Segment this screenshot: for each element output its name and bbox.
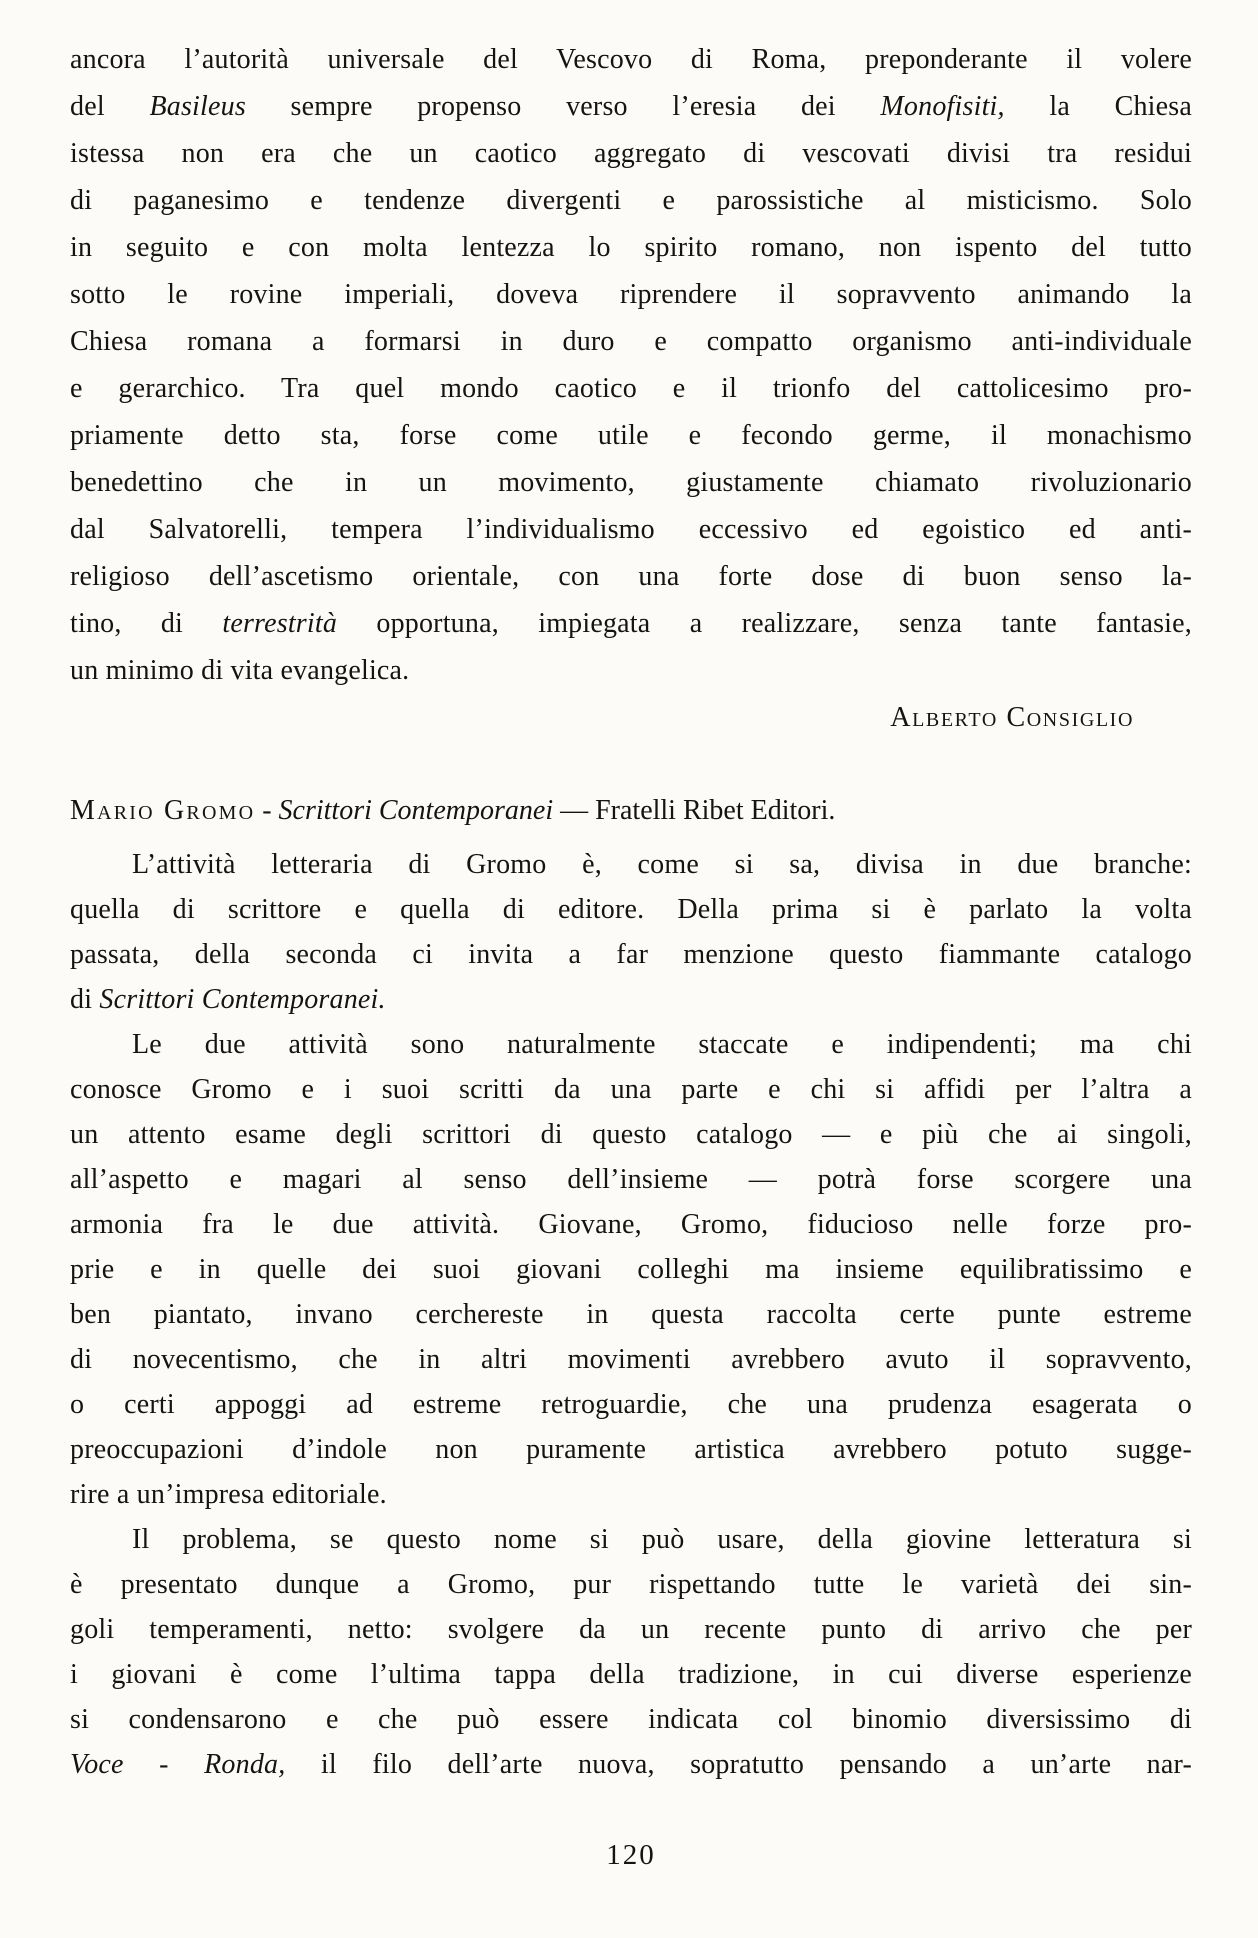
text-segment: di paganesimo e tendenze divergenti e parossistiche al misticismo. Solo	[70, 185, 1192, 216]
text-segment: Chiesa romana a formarsi in duro e compatto organismo anti-individuale	[70, 326, 1192, 357]
text-line	[70, 1517, 1192, 1562]
text-segment: armonia fra le due attività. Giovane, Gromo, fiducioso nelle forze pro-	[70, 1209, 1192, 1240]
text-segment: passata, della seconda ci invita a far menzione questo fiammante catalogo	[70, 939, 1192, 970]
text-line	[70, 842, 1192, 887]
text-line	[70, 1067, 1192, 1112]
text-segment: benedettino che in un movimento, giustamente chiamato rivoluzionario	[70, 467, 1192, 498]
text-line	[70, 318, 1192, 365]
text-segment: un attento esame degli scrittori di questo catalogo — e più che ai singoli,	[70, 1119, 1192, 1150]
text-segment: un minimo di vita evangelica.	[70, 655, 410, 686]
text-blocks	[70, 36, 1192, 1787]
text-segment: Il problema, se questo nome si può usare, della giovine letteratura si	[132, 1524, 1192, 1555]
text-segment: si condensarono e che può essere indicata col binomio diversissimo di	[70, 1704, 1192, 1735]
text-segment: ancora l’autorità universale del Vescovo di Roma, preponderante il volere	[70, 44, 1192, 75]
text-segment: conosce Gromo e i suoi scritti da una parte e chi si affidi per l’altra a	[70, 1074, 1192, 1105]
text-line	[70, 83, 1192, 130]
italic-text: terrestrità	[222, 608, 338, 639]
text-segment: religioso dell’ascetismo orientale, con una forte dose di buon senso la-	[70, 561, 1192, 592]
text-segment: ben piantato, invano cerchereste in questa raccolta certe punte estreme	[70, 1299, 1192, 1330]
text-line	[70, 1607, 1192, 1652]
text-line	[70, 177, 1192, 224]
text-line	[70, 887, 1192, 932]
italic-text: Scrittori Contemporanei	[278, 795, 554, 826]
text-segment: preoccupazioni d’indole non puramente artistica avrebbero potuto sugge-	[70, 1434, 1192, 1465]
text-line	[70, 1562, 1192, 1607]
author-name: Alberto Consiglio	[890, 702, 1134, 733]
review-heading	[70, 787, 1192, 834]
text-segment: è presentato dunque a Gromo, pur rispettando tutte le varietà dei sin-	[70, 1569, 1192, 1600]
paragraph	[70, 1022, 1192, 1517]
paragraph	[70, 36, 1192, 694]
text-line	[70, 1292, 1192, 1337]
text-segment: L’attività letteraria di Gromo è, come si sa, divisa in due branche:	[132, 849, 1192, 880]
paragraph	[70, 842, 1192, 1022]
text-line	[70, 647, 1192, 694]
text-line	[70, 224, 1192, 271]
text-line	[70, 412, 1192, 459]
text-line	[70, 1337, 1192, 1382]
italic-text: Monofisiti,	[880, 91, 1005, 122]
text-segment: in seguito e con molta lentezza lo spirito romano, non ispento del tutto	[70, 232, 1192, 263]
text-segment: e gerarchico. Tra quel mondo caotico e il trionfo del cattolicesimo pro-	[70, 373, 1192, 404]
text-segment: il filo dell’arte nuova, sopratutto pensando a un’arte nar-	[285, 1749, 1192, 1780]
text-line	[70, 1697, 1192, 1742]
text-segment: istessa non era che un caotico aggregato di vescovati divisi tra residui	[70, 138, 1192, 169]
text-segment: -	[255, 795, 279, 826]
text-line	[70, 1427, 1192, 1472]
text-line	[70, 1202, 1192, 1247]
text-line	[70, 553, 1192, 600]
text-line	[70, 1247, 1192, 1292]
text-segment: all’aspetto e magari al senso dell’insieme — potrà forse scorgere una	[70, 1164, 1192, 1195]
text-segment: tino, di	[70, 608, 223, 639]
paragraph	[70, 1517, 1192, 1787]
page-number: 120	[606, 1839, 656, 1871]
text-segment: Le due attività sono naturalmente staccate e indipendenti; ma chi	[132, 1029, 1192, 1060]
text-segment: opportuna, impiegata a realizzare, senza tante fantasie,	[337, 608, 1192, 639]
text-line	[70, 36, 1192, 83]
text-line	[70, 600, 1192, 647]
text-segment: la Chiesa	[1004, 91, 1192, 122]
text-line	[70, 1157, 1192, 1202]
text-line	[70, 932, 1192, 977]
text-segment: priamente detto sta, forse come utile e fecondo germe, il monachismo	[70, 420, 1192, 451]
text-segment: sotto le rovine imperiali, doveva riprendere il sopravvento animando la	[70, 279, 1192, 310]
text-segment: quella di scrittore e quella di editore. Della prima si è parlato la volta	[70, 894, 1192, 925]
text-line	[70, 365, 1192, 412]
text-line	[70, 1382, 1192, 1427]
text-line	[70, 506, 1192, 553]
text-line	[70, 459, 1192, 506]
author-signature	[70, 694, 1192, 741]
text-segment: o certi appoggi ad estreme retroguardie, che una prudenza esagerata o	[70, 1389, 1192, 1420]
text-segment: di novecentismo, che in altri movimenti avrebbero avuto il sopravvento,	[70, 1344, 1192, 1375]
text-segment: rire a un’impresa editoriale.	[70, 1479, 387, 1510]
small-caps-text: Mario Gromo	[70, 795, 256, 826]
text-segment: i giovani è come l’ultima tappa della tradizione, in cui diverse esperienze	[70, 1659, 1192, 1690]
italic-text: Voce - Ronda,	[70, 1749, 286, 1780]
text-line	[70, 1112, 1192, 1157]
text-line	[70, 1652, 1192, 1697]
text-segment: di	[70, 984, 100, 1015]
text-line	[70, 977, 1192, 1022]
text-segment: sempre propenso verso l’eresia dei	[245, 91, 881, 122]
italic-text: Scrittori Contemporanei.	[99, 984, 386, 1015]
text-line	[70, 1742, 1192, 1787]
text-segment: — Fratelli Ribet Editori.	[553, 795, 836, 826]
text-segment: prie e in quelle dei suoi giovani colleghi ma insieme equilibratissimo e	[70, 1254, 1192, 1285]
text-line	[70, 1472, 1192, 1517]
text-line	[70, 130, 1192, 177]
text-segment: del	[70, 91, 150, 122]
text-line	[70, 271, 1192, 318]
text-line	[70, 1022, 1192, 1067]
text-segment: goli temperamenti, netto: svolgere da un recente punto di arrivo che per	[70, 1614, 1192, 1645]
italic-text: Basileus	[149, 91, 246, 122]
text-segment: dal Salvatorelli, tempera l’individualismo eccessivo ed egoistico ed anti-	[70, 514, 1192, 545]
